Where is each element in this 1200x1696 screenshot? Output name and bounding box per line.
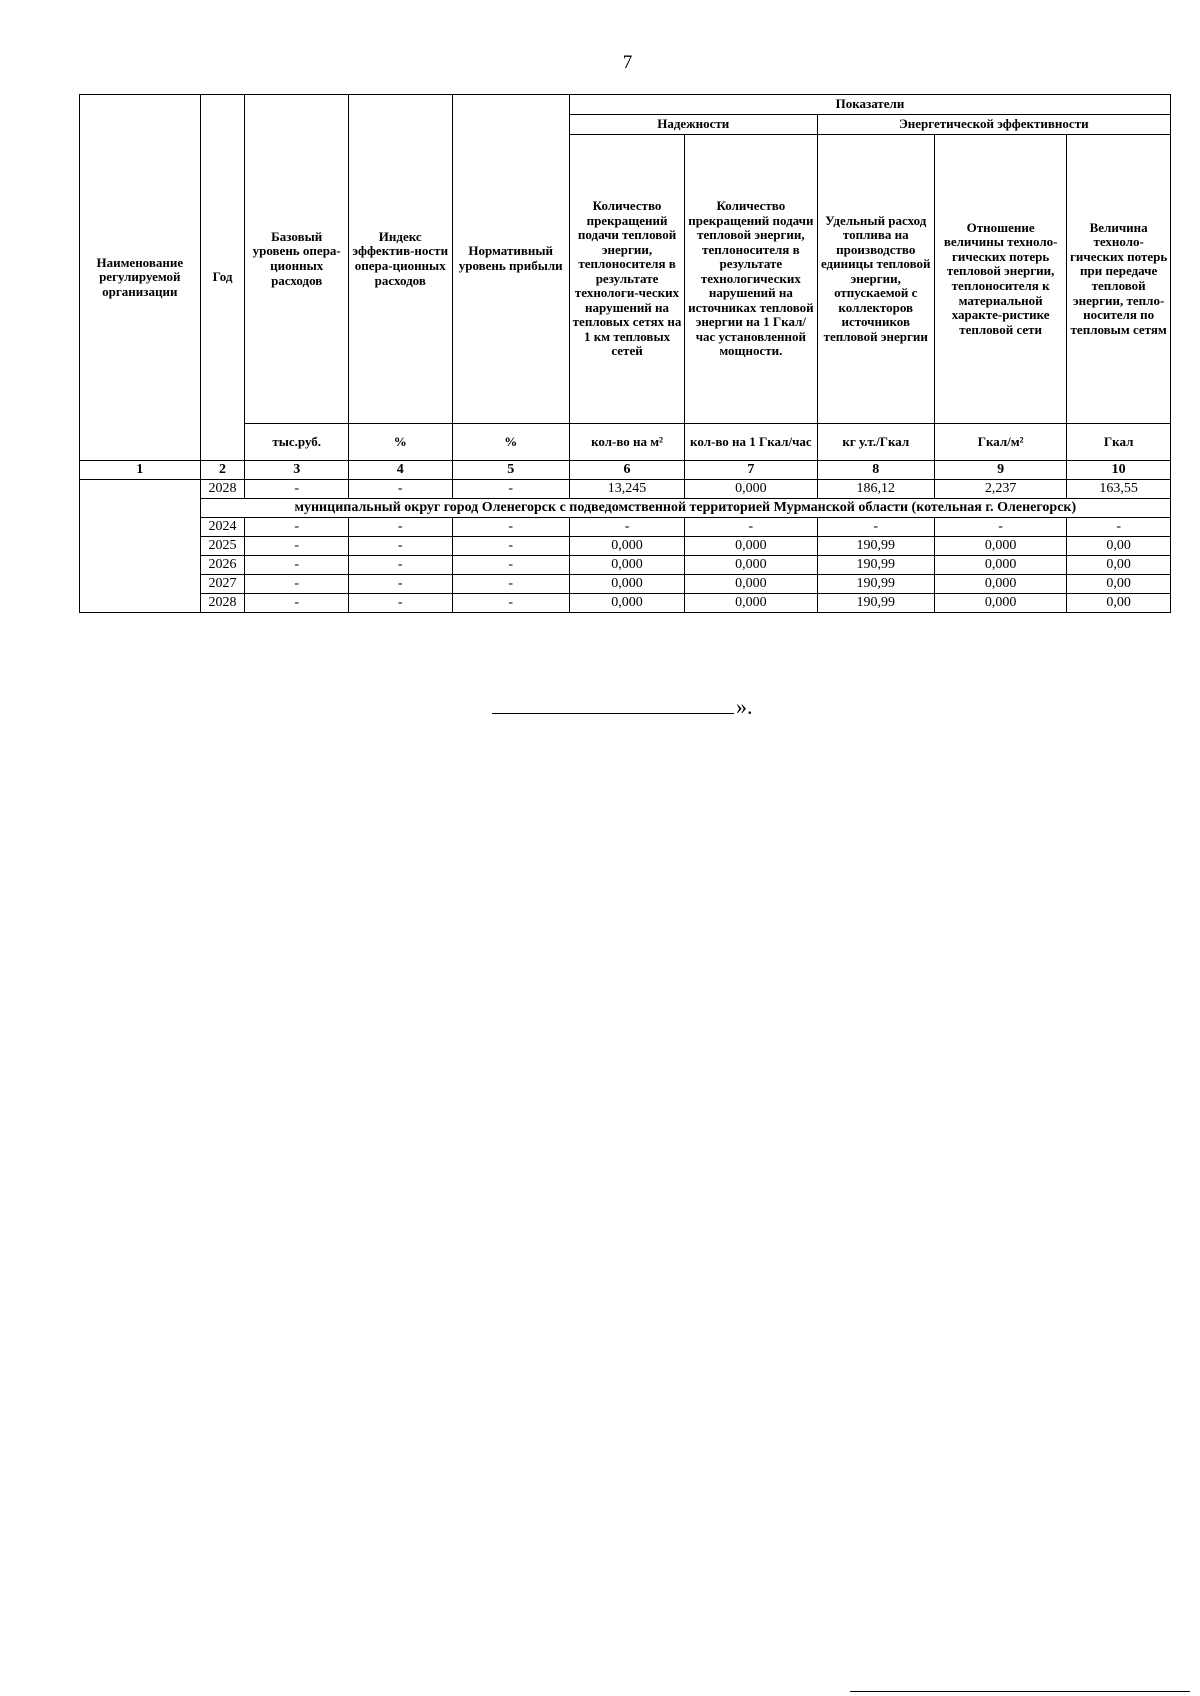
header-reliability: Надежности (569, 115, 817, 135)
table-row (80, 594, 1171, 613)
unit-cell: Гкал/м² (934, 424, 1066, 461)
header-profit: Нормативный уровень прибыли (452, 95, 569, 424)
year-cell: 2024 (200, 518, 245, 537)
page-number: 7 (622, 52, 633, 73)
unit-cell: Гкал (1067, 424, 1171, 461)
footer-divider (850, 1691, 1190, 1692)
table-cell: 0,000 (569, 556, 684, 575)
table-cell: 0,00 (1067, 575, 1171, 594)
table-cell: - (348, 575, 452, 594)
unit-cell: % (348, 424, 452, 461)
year-cell: 2028 (200, 594, 245, 613)
header-org: Наименование регулируемой организации (80, 95, 201, 461)
table-cell: 2,237 (934, 480, 1066, 499)
table-cell: - (348, 480, 452, 499)
column-number: 1 (80, 461, 201, 480)
year-cell: 2028 (200, 480, 245, 499)
table-cell: 186,12 (817, 480, 934, 499)
unit-cell: кол-во на м² (569, 424, 684, 461)
table-row (80, 537, 1171, 556)
table-cell: - (1067, 518, 1171, 537)
table-cell: - (348, 537, 452, 556)
year-cell: 2027 (200, 575, 245, 594)
table-cell: - (452, 575, 569, 594)
header-indicators: Показатели (569, 95, 1170, 115)
table-cell: - (817, 518, 934, 537)
table-cell: 0,000 (569, 594, 684, 613)
table-cell: 163,55 (1067, 480, 1171, 499)
header-col8: Удельный расход топлива на производство единицы тепловой энергии, отпускаемой с коллекторов источников тепловой энергии (817, 135, 934, 424)
header-col10: Величина техноло-гических потерь при передаче тепловой энергии, тепло-носителя по тепловым сетям (1067, 135, 1171, 424)
column-number-row (80, 461, 1171, 480)
table-cell: 0,000 (934, 537, 1066, 556)
table-cell: - (348, 518, 452, 537)
table-cell: - (452, 556, 569, 575)
column-number: 4 (348, 461, 452, 480)
header-base-opex: Базовый уровень опера-ционных расходов (245, 95, 349, 424)
table-cell: 0,00 (1067, 556, 1171, 575)
table-cell: - (245, 518, 349, 537)
table-cell: 0,000 (685, 480, 817, 499)
table-cell: - (452, 480, 569, 499)
table-cell: 0,00 (1067, 594, 1171, 613)
table-row (80, 480, 1171, 499)
header-year: Год (200, 95, 245, 461)
column-number: 6 (569, 461, 684, 480)
table-cell: - (245, 594, 349, 613)
table-cell: 13,245 (569, 480, 684, 499)
table-cell: - (685, 518, 817, 537)
unit-cell: кол-во на 1 Гкал/час (685, 424, 817, 461)
table-cell: - (569, 518, 684, 537)
table-cell: 190,99 (817, 594, 934, 613)
year-cell: 2026 (200, 556, 245, 575)
header-col9: Отношение величины техноло-гических потерь тепловой энергии, теплоносителя к материальной характе-ристике тепловой сети (934, 135, 1066, 424)
table-cell: - (245, 537, 349, 556)
table-cell: 0,000 (685, 556, 817, 575)
table-cell: 0,000 (685, 537, 817, 556)
table-cell: 0,000 (569, 575, 684, 594)
table-row (80, 575, 1171, 594)
table-cell: 190,99 (817, 575, 934, 594)
table-cell: - (452, 537, 569, 556)
column-number: 7 (685, 461, 817, 480)
unit-cell: кг у.т./Гкал (817, 424, 934, 461)
table-row (80, 518, 1171, 537)
table-cell: - (934, 518, 1066, 537)
unit-cell: % (452, 424, 569, 461)
table-cell: 0,000 (934, 594, 1066, 613)
table-cell: 0,000 (934, 575, 1066, 594)
column-number: 9 (934, 461, 1066, 480)
table-cell: - (348, 594, 452, 613)
closing-quote: ». (736, 694, 753, 719)
table-cell: 0,000 (934, 556, 1066, 575)
column-number: 3 (245, 461, 349, 480)
indicators-table (79, 94, 1171, 613)
column-number: 5 (452, 461, 569, 480)
org-name-cell (80, 480, 201, 613)
table-cell: 190,99 (817, 556, 934, 575)
header-opex-index: Индекс эффектив-ности опера-ционных расходов (348, 95, 452, 424)
table-cell: - (245, 480, 349, 499)
table-row (80, 556, 1171, 575)
closing-mark (492, 694, 753, 719)
table-cell: 190,99 (817, 537, 934, 556)
header-efficiency: Энергетической эффективности (817, 115, 1170, 135)
table-cell: 0,000 (685, 575, 817, 594)
table-cell: 0,000 (569, 537, 684, 556)
column-number: 2 (200, 461, 245, 480)
section-title: муниципальный округ город Оленегорск с подведомственной территорией Мурманской области (котельная г. Оленегорск) (200, 499, 1170, 518)
unit-cell: тыс.руб. (245, 424, 349, 461)
table-cell: - (245, 556, 349, 575)
table-cell: 0,00 (1067, 537, 1171, 556)
column-number: 8 (817, 461, 934, 480)
table-cell: - (452, 518, 569, 537)
table-cell: - (245, 575, 349, 594)
table-cell: - (348, 556, 452, 575)
table-cell: - (452, 594, 569, 613)
year-cell: 2025 (200, 537, 245, 556)
header-col6: Количество прекращений подачи тепловой энергии, теплоносителя в результате технологи-ческих нарушений на тепловых сетях на 1 км тепловых сетей (569, 135, 684, 424)
table-cell: 0,000 (685, 594, 817, 613)
header-col7: Количество прекращений подачи тепловой энергии, теплоносителя в результате технологических нарушений на источниках тепловой энергии на 1 Гкал/час установленной мощности. (685, 135, 817, 424)
column-number: 10 (1067, 461, 1171, 480)
closing-underline (492, 713, 734, 714)
